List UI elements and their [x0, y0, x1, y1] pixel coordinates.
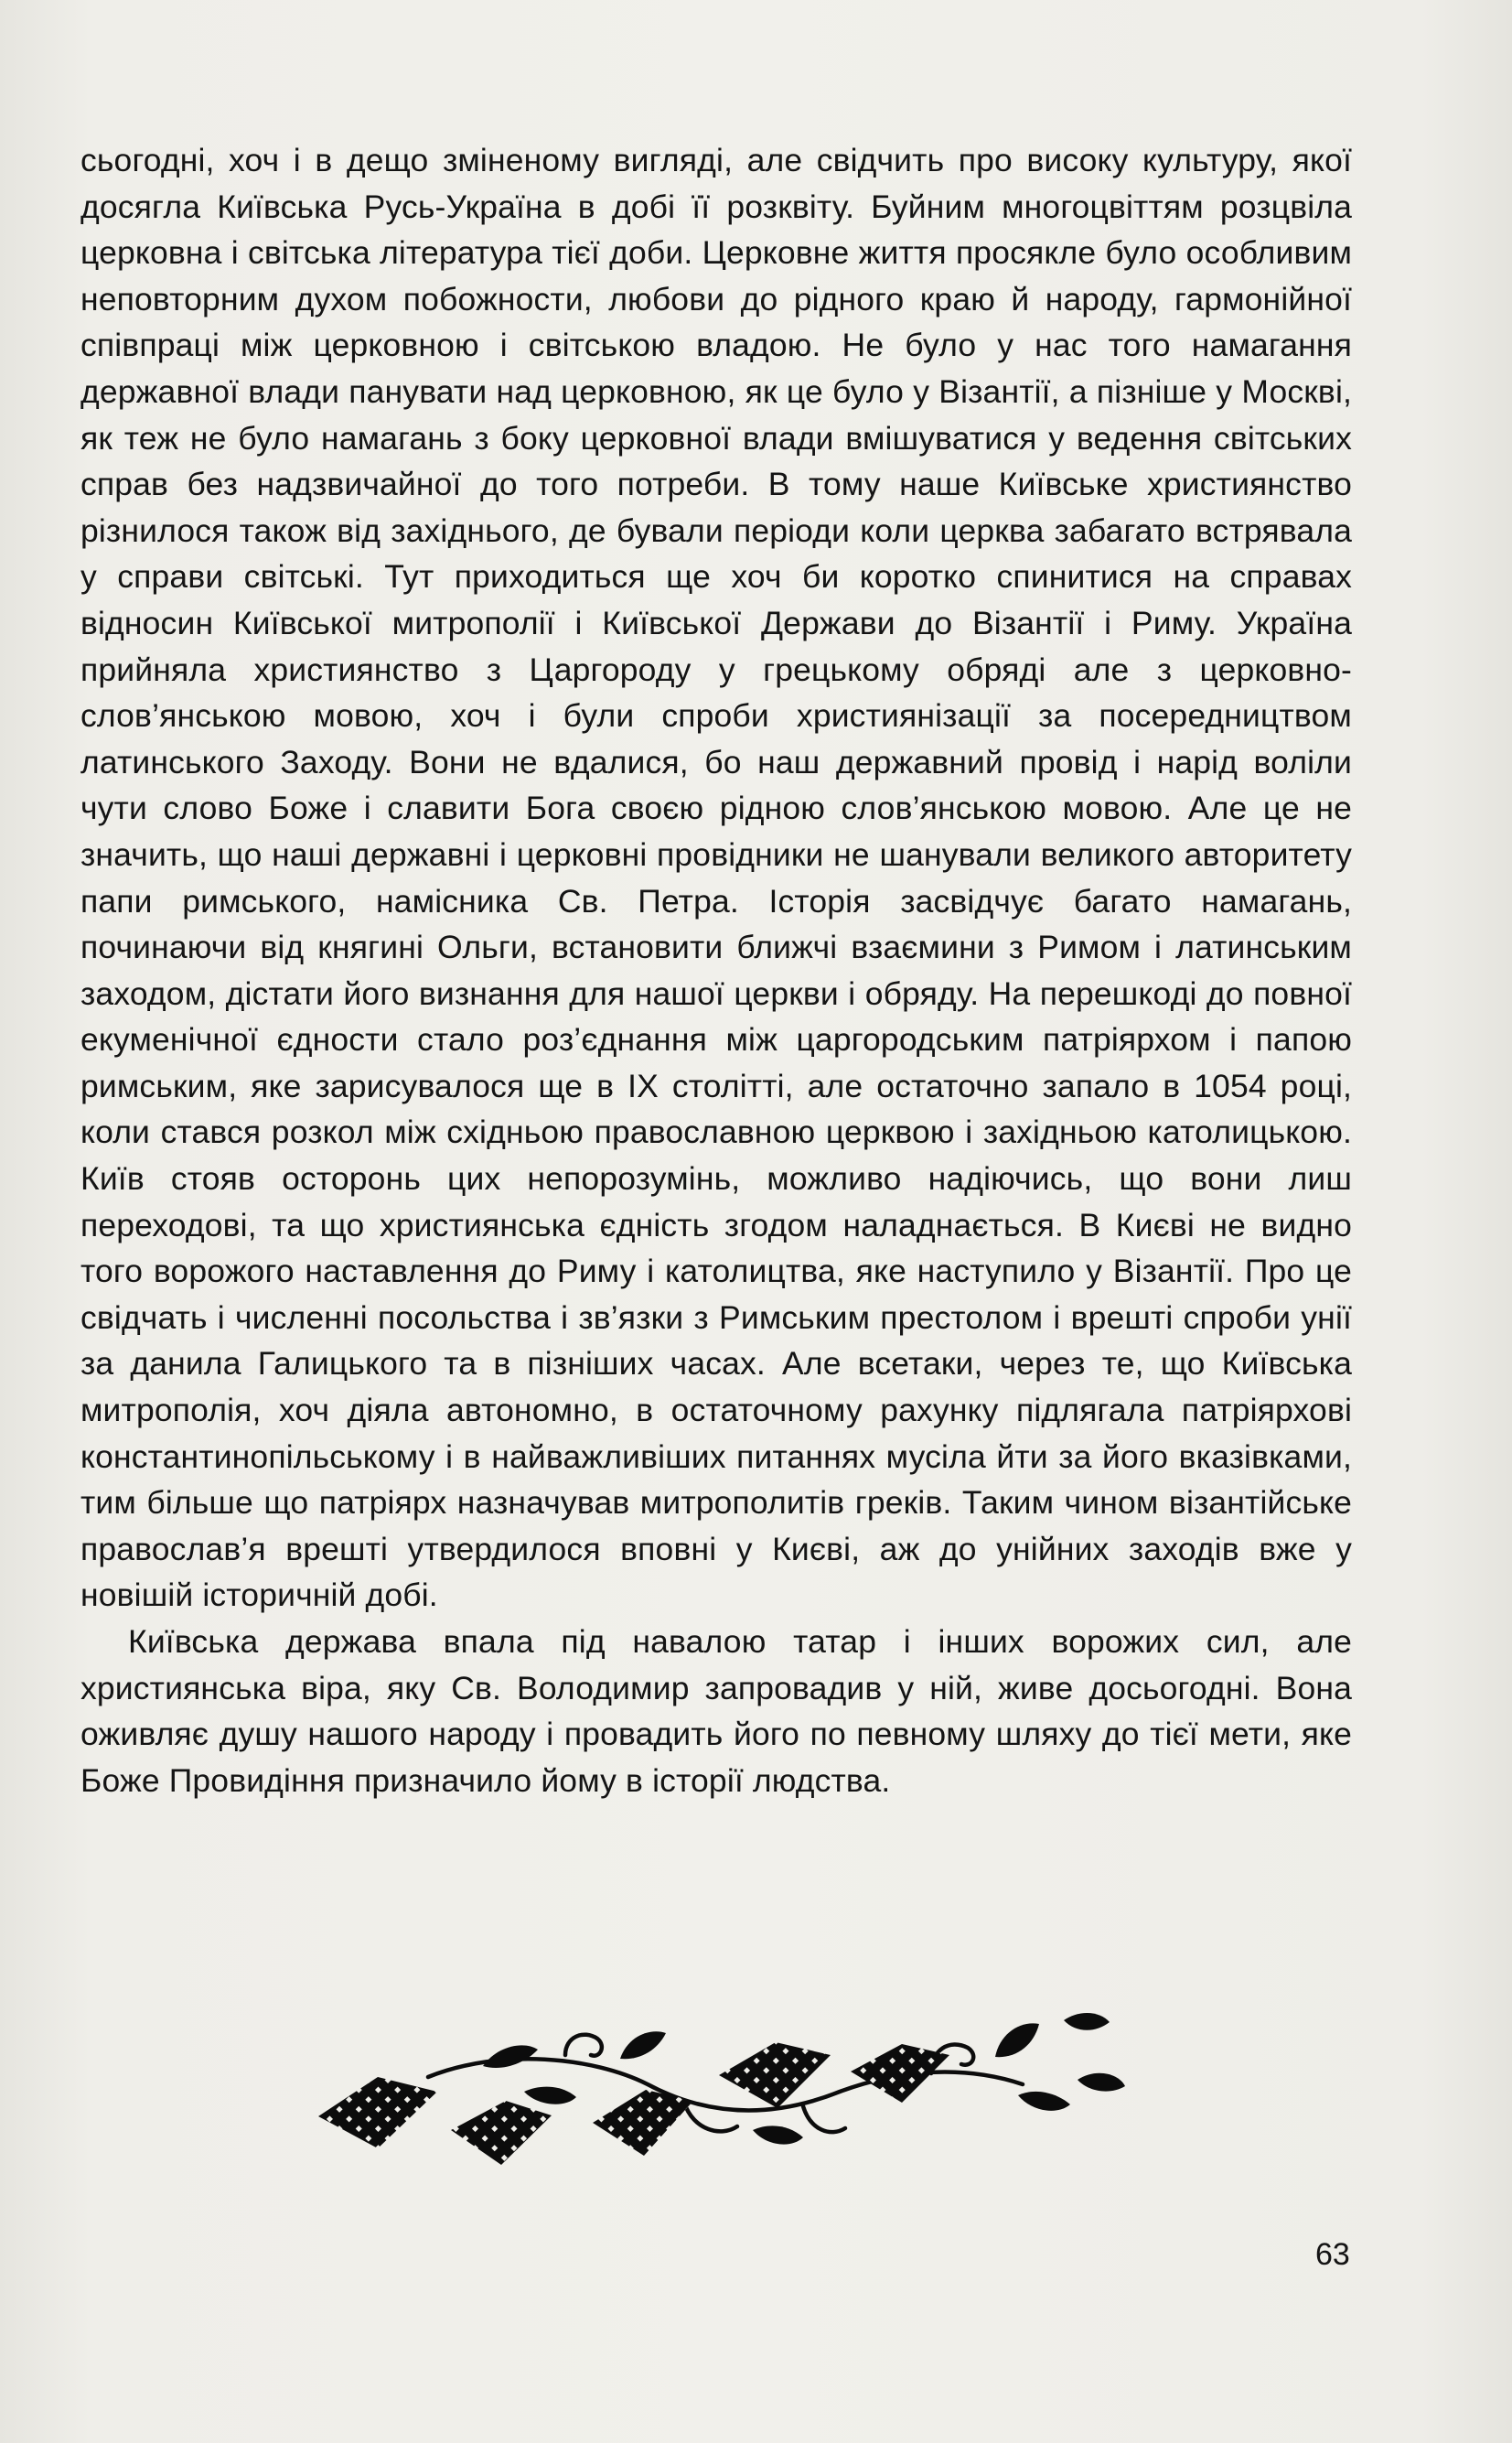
- paragraph-2: Київська держава впала під навалою татар і інших ворожих сил, але християнська віра, яку Св. Володимир запровадив у ній, живе досьогодні. Вона оживляє душу нашого народу і провадить його по певному шляху до тієї мети, яке Боже Провидіння призначило йому в історії людства.: [80, 1623, 1352, 1799]
- body-text: [80, 137, 1352, 1803]
- grape-vine-ornament-icon: [291, 1993, 1151, 2167]
- paragraph-1: сьогодні, хоч і в дещо зміненому вигляді, але свідчить про високу культуру, якої досягла Київська Русь-Україна в добі її розквіту. Буйним многоцвіттям розцвіла церковна і світська література тієї доби. Церковне життя просякле було особливим неповторним духом побожности, любови до рідного краю й народу, гармонійної співпраці між церковною і світською владою. Не було у нас того намагання державної влади панувати над церковною, як це було у Візантії, а пізніше у Москві, як теж не було намагань з боку церковної влади вмішуватися у ведення світських справ без надзвичайної до того потреби. В тому наше Київське християнство різнилося також від західнього, де бували періоди коли церква забагато встрявала у справи світські. Тут приходиться ще хоч би коротко спинитися на справах відносин Київської митрополії і Київської Держави до Візантії і Риму. Україна прийняла християнство з Царгороду у грецькому обряді але з церковно-слов’янською мовою, хоч і були спроби християнізації за посередництвом латинського Заходу. Вони не вдалися, бо наш державний провід і нарід воліли чути слово Боже і славити Бога своєю рідною слов’янською мовою. Але це не значить, що наші державні і церковні провідники не шанували великого авторитету папи римського, намісника Св. Петра. Історія засвідчує багато намагань, починаючи від княгині Ольги, встановити ближчі взаємини з Римом і латинським заходом, дістати його визнання для нашої церкви і обряду. На перешкоді до повної екуменічної єдности стало роз’єднання між царгородським патріярхом і папою римським, яке зарисувалося ще в IX столітті, але остаточно запало в 1054 році, коли стався розкол між східньою православною церквою і західньою католицькою. Київ стояв осторонь цих непорозумінь, можливо надіючись, що вони лиш переходові, та що християнська єдність згодом наладнається. В Києві не видно того ворожого наставлення до Риму і католицтва, яке наступило у Візантії. Про це свідчать і численні посольства і зв’язки з Римським престолом і врешті спроби унії за данила Галицького та в пізніших часах. Але всетаки, через те, що Київська митрополія, хоч діяла автономно, в остаточному рахунку підлягала патріярхові константинопільському і в найважливіших питаннях мусіла йти за його вказівками, тим більше що патріярх назначував митрополитів греків. Таким чином візантійське православ’я врешті утвердилося вповні у Києві, аж до унійних заходів вже у новішій історичній добі.: [80, 142, 1352, 1614]
- page-number: 63: [1315, 2237, 1350, 2272]
